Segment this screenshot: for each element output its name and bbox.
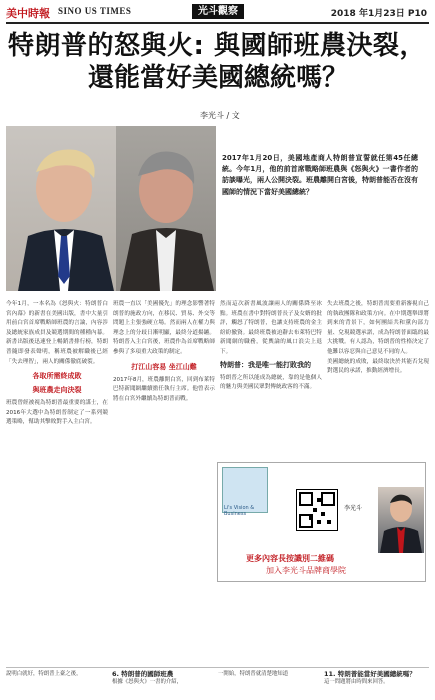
promo-headline: 更多內容長按識別二維碼 [246, 554, 334, 563]
article-summary: 2017年1月20日，美國地產商人特朗普宣誓就任第45任總統。今年1月，他的前首席戰略師班農與《怒與火》一書作者的訪談曝光，兩人公開決裂。班農離開白宮後，特朗普能否在沒有國師的情況下當好美國總統？ [222, 154, 418, 196]
article-column-3 [220, 300, 322, 450]
headline [8, 30, 428, 94]
article-column-1 [6, 300, 108, 428]
author-portrait [378, 487, 424, 553]
paragraph: 一開始，特朗普就清楚地知道 [218, 671, 289, 677]
masthead [6, 4, 429, 24]
paragraph: 失去班農之後，特朗普需要重新審視自己的執政團隊和政策方向。在中期選舉即將到來的背景下，如何團結共和黨內部力量、兌現競選承諾，成為特朗普面臨的最大挑戰。有人認為，特朗普的性格決定了他難以容忍與自己意見不同的人。 [327, 301, 429, 355]
paragraph: 班農一直以「美國優先」的理念影響著特朗普的施政方向，在移民、貿易、外交等問題上主張強硬立場。然而兩人在權力與理念上的分歧日漸明顯，最終分道揚鑣。特朗普入主白宮後，班農作為首席戰略師參與了多項重大政策的制定。 [113, 301, 215, 355]
paragraph: 這一問題將由時間來回答。 [324, 679, 389, 685]
subheading: 特朗普：我是唯一能打敗我的 [220, 360, 311, 369]
byline: 李光斗 / 文 [200, 111, 240, 120]
continuation-column [6, 670, 86, 678]
continuation-column [218, 670, 298, 678]
subheading: 打江山容易 坐江山難 [131, 362, 197, 371]
subheading: 與班農走向決裂 [32, 386, 82, 395]
qr-code[interactable] [296, 489, 338, 531]
photo-trump [6, 126, 116, 291]
headline-line-1: 特朗普的怒與火: 與國師班農決裂， [8, 31, 426, 61]
continuation-column [112, 670, 192, 686]
continuation-column [324, 670, 424, 686]
section-label: 光斗觀察 [192, 4, 244, 19]
newspaper-english-name: SINO US TIMES [58, 6, 132, 16]
subheading: 11. 特朗普能當好美國總統嗎？ [324, 670, 416, 678]
paragraph: 班農曾經被視為特朗普最重要的謀士，在2016年大選中為特朗普制定了一系列競選策略，幫助其擊敗對手入主白宮。 [6, 400, 108, 426]
paragraph: 特朗普之所以能成為總統，靠的是他個人的魅力與美國民眾對傳統政客的不滿。 [220, 374, 322, 391]
paragraph: 2017年8月，班農離開白宮，回到布萊特巴特新聞網繼續擔任執行主席。他曾表示將在白宮外繼續為特朗普而戰。 [113, 376, 215, 402]
brand-name: Li's Vision & Business [224, 505, 255, 517]
photo-bannon [116, 126, 216, 291]
author-name: 李光斗 [344, 505, 363, 512]
subheading: 6. 特朗普的國師班農 [112, 670, 174, 678]
paragraph: 然而這次新書風波讓兩人的關係降至冰點。班農在書中對特朗普長子及女婿的批評，觸怒了特朗普，也讓支持班農的金主紛紛撤資。最終班農被迫辭去布萊特巴特新聞網的職務，從輿論的風口浪尖上退下。 [220, 301, 322, 355]
headline-line-2: 還能當好美國總統嗎？ [87, 63, 348, 93]
issue-date: 2018 年1月23日 P10 [330, 9, 427, 19]
subheading: 各取所需終成敗 [32, 372, 82, 381]
newspaper-logo: 美中時報 [6, 7, 50, 20]
article-column-2 [113, 300, 215, 404]
paragraph: 根據《怒與火》一書的介紹， [112, 679, 183, 685]
promo-subline: 加入李光斗品牌商學院 [266, 566, 346, 575]
paragraph: 說明白就好，特朗普上臺之後， [6, 671, 82, 677]
continuation-strip [6, 667, 429, 698]
paragraph: 今年1月，一本名為《怒與火：特朗普白宮內幕》的新書在美國出版，書中大量引用前白宮首席戰略師班農的言論，內容涉及總統家族成員及競選期間的種種內幕。新書出版後迅速登上暢銷書排行榜，特朗普隨即發表聲明，稱班農被解職後已經「失去理智」，兩人的關係徹底破裂。 [6, 301, 108, 365]
promo-box [217, 462, 426, 582]
article-column-4 [327, 300, 429, 450]
article-photo [6, 126, 216, 291]
paragraph: 美國總統的成敗，最終取決於其能否兌現對選民的承諾，推動經濟增長。 [327, 358, 429, 375]
